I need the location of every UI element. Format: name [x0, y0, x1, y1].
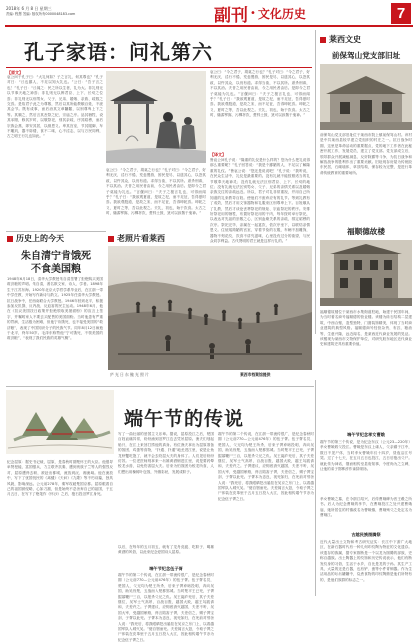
place2-photo [320, 240, 412, 306]
history-section-head [7, 233, 64, 244]
history-title-line2: 不食美国粮 [31, 264, 81, 275]
masthead [214, 2, 306, 24]
lead-body-mid: 哀公曰：“今之君子，胡莫之行也？”孔子对曰：“今之君子，好利无厌，淫行不倦，荒怠慢游，固民是尽，以遂其心，以怨其政，以忤其众，以伐有道。求得当欲，不以其所。虐杀刑诛，不以其治。夫昔之用民者由前，今之用民者由后。是即今之君子莫能为礼也。”言偃问曰：“夫子之极言礼也，可得而闻乎？”孔子曰：“我欲观夏道，是故之杞，而不足征，吾得夏时焉。我欲观殷道，是故之宋，而不足征，吾得坤乾焉。坤乾之义，夏时之等，吾以此观之。夫礼，初也，始于饮食。太古之时，燔黍擘豚，污樽抔饮，蒉桴土鼓，犹可以致敬于鬼神。” [106, 168, 206, 216]
photo-caption-right: 莱西市档案馆提供 [240, 372, 271, 377]
date-line: 2018年 6 月 8 日 星期三 [6, 6, 52, 11]
history-top-rule [6, 231, 106, 232]
side-body-caoe1: 端午节的第三个传说，是为纪念东汉（公元23—220年）孝女曹娥救父投江。曹娥是东汉上虞人，父亲溺于江中，数日不见尸体，当时孝女曹娥年仅十四岁，昼夜沿江号哭。过了十七天，在五月五日也投江，五日后抱出父尸。就此传为神话，继而相传至县府知事，令度尚为之立碑，让他的弟子邯郸淳作诔辞颂扬。 [320, 440, 412, 472]
masthead-dot: • [250, 7, 256, 19]
lead-body-right: 鲁哀公问孔子说：“隆重的礼仪是什么样的？您为什么把礼说得那么重要呢？”孔子回答说：“我是个鄙陋的人，不足以了解隆重的礼仪。”鲁哀公说：“您还是说说吧！”孔子说：“我听说，在民众生活中，礼仪是最重要的。没有礼就不能按照适当的礼节敬奉天地神灵；没有礼就无法区别君臣、上下、长幼的地位；没有礼就无法区别男女、父子、兄弟的亲情关系以及婚姻亲族交往的亲疏远近。所以，君子对礼非常重视，并用自己所知道的礼来教导百姓。使他们不废弃应有的礼节。等到礼教有了成效，然后才用文饰器物和礼服来区别尊卑上下。百姓顺从了礼教，然后才谈论丧葬祭祀的规矩、宗庙祭祀的秩序。安排好祭祀用的牺牲，布置好祭祀用的干肉，每年按时举行祭祀，以表达对先祖的崇敬之心，区别血缘关系的亲疏，排定昭穆的次序。祭祀完毕，亲属在一起宴饮，依次序坐下，以联结亲情恩义。住低矮简陋的宫室，穿着节俭的衣服，车辆不加雕饰，器物不刻花纹，饮食不讲究滋味，心里没有过分的欲望，与民众同享利益。古代贤明的君王就是这样行礼的。” [210, 158, 310, 244]
dragon-body-mid2: 以后，在每年的五月初五，就有了龙舟竞渡、吃粽子、喝雄黄酒的风俗，以此来纪念爱国诗人屈原。 [118, 545, 214, 555]
col-divider-bottom [315, 380, 316, 596]
source-tag: 【原文】 [7, 70, 23, 75]
section-marker-icon [7, 236, 13, 242]
dragon-boat-illustration [6, 390, 114, 454]
page-number-badge [391, 3, 411, 24]
lead-body-mid-top: 哀公曰：“今之君子，胡莫之行也？”孔子对曰：“今之君子，好利无厌，淫行不倦，荒怠慢游，固民是尽，以遂其心，以怨其政，以忤其众，以伐有道。求得当欲，不以其所。虐杀刑诛，不以其治。夫昔之用民者由前，今之用民者由后。是即今之君子莫能为礼也。”言偃问曰：“夫子之极言礼也，可得而闻乎？”孔子曰：“我欲观夏道，是故之杞，而不足征，吾得夏时焉。我欲观殷道，是故之宋，而不足征，吾得坤乾焉。坤乾之义，夏时之等，吾以此观之。夫礼，初也，始于饮食。太古之时，燔黍擘豚，污樽抔饮，蒉桴土鼓，犹可以致敬于鬼神。” [210, 70, 310, 118]
lead-title-rule [6, 67, 312, 68]
header-rule [5, 25, 413, 27]
col-divider-main [315, 30, 316, 334]
culture-section-label: 莱西文史 [329, 35, 361, 44]
lead-illustration [106, 71, 206, 163]
editor-line: 责编: 程慧 签编: 版权所有0000048183.com [6, 12, 76, 16]
place2-title: 福顺德故楼 [347, 227, 385, 236]
dragon-body-left: 纪念屈原：据史书记载，屈原，是春秋时期楚怀王的大臣。他倡导举贤授能，富国强兵，力主联齐抗秦，遭到贵族子兰等人的强烈反对，屈原遭谗去职，被赶出都城，流放到沅、湘流域。他在流放中，写下了忧国忧民的《离骚》《天问》《九歌》等不朽诗篇，独具风貌，影响深远。公元前278年，秦军攻破楚国京都。屈原眼看自己的祖国被侵略，心如刀割，但是始终不忍舍弃自己的祖国，于五月五日，在写下了绝笔作《怀沙》之后，抱石投汨罗江身死。 [7, 460, 113, 497]
photo-caption-left: 庐 光 日 东 撤 光 照 片 [110, 372, 149, 377]
photo-section-label: 老照片看莱西 [117, 234, 165, 243]
masthead-subtitle: 文化历史 [257, 6, 306, 21]
confucius-scene-illustration [106, 71, 206, 163]
dragon-subhead: 端午节纪念伍子胥 [149, 566, 183, 571]
old-photo-laixi [108, 246, 312, 370]
dragon-body-mid3: 端午节的第二个传说，在江浙一带流传很广，是纪念春秋时期（公元前770—公元前476年）的伍子胥。伍子胥名员，楚国人，父兄均为楚王所杀，后来子胥弃暗投明，奔向吴国，助吴伐楚，五战而入楚都郢城。当时楚平王已死，子胥掘墓鞭尸三百，以报杀父兄之仇。吴王阖庐死后，其子夫差继位，吴军士气高昂，百战百胜，越国大败，越王勾践请和，夫差许之。子胥建议，应彻底消灭越国，夫差不听，吴国大宰，受越国贿赂，谗言陷害子胥，夫差信之，赐子胥宝剑，子胥以此死。子胥本为忠良，视死如归，在死前对邻舍人说：“我死后，将我眼睛挖出悬挂在吴京之东门上，以看越国军队入城灭吴。”便自刎而死。夫差闻言大怒，令取子胥之尸体装在皮革里于五月五日投入大江，因此相传端午节亦为纪念伍子胥之日。 [118, 573, 214, 642]
photo-section-head [108, 233, 165, 244]
lead-title: 孔子家语：问礼第六 [24, 40, 213, 64]
side-head-totem: 古越民族图腾祭 [351, 532, 381, 537]
place1-title: 前保驾山党支部旧址 [331, 51, 401, 60]
place1-photo [320, 64, 412, 130]
place1-body: 前保驾山党支部旧址位于莱西市院上镇前保驾山村。该村是中共莱西县较早建立党组织的村庄之一。抗日战争时期，这里是革命活动的重要据点，党的地下工作者在此秘密开展工作，发展党员，建立了党支部。党支部成立后，领导群众开展减租减息、反奸除霸等斗争，为抗日战争和解放战争的胜利作出了重要贡献。旧址现存房屋为传统胶东民居，石砌墙体，草顶结构，保存较为完整，是进行革命传统教育的重要场所。 [320, 133, 412, 175]
dragon-body-right: 端午节的第二个传说，在江浙一带流传很广，是纪念春秋时期（公元前770—公元前476年）的伍子胥。伍子胥名员，楚国人，父兄均为楚王所杀，后来子胥弃暗投明，奔向吴国，助吴伐楚，五战而入楚都郢城。当时楚平王已死，子胥掘墓鞭尸三百，以报杀父兄之仇。吴王阖庐死后，其子夫差继位，吴军士气高昂，百战百胜，越国大败，越王勾践请和，夫差许之。子胥建议，应彻底消灭越国，夫差不听，吴国大宰，受越国贿赂，谗言陷害子胥，夫差信之，赐子胥宝剑，子胥以此死。子胥本为忠良，视死如归，在死前对邻舍人说：“我死后，将我眼睛挖出悬挂在吴京之东门上，以看越国军队入城灭吴。”便自刎而死。夫差闻言大怒，令取子胥之尸体装在皮革里于五月五日投入大江，因此相传端午节亦为纪念伍子胥之日。 [218, 432, 314, 501]
history-section-label: 历史上的今天 [16, 234, 64, 243]
history-body: 1948年6月18日，清华大学教授朱自清签署了拒绝购买美国救济粮的声明。朱自清，著名散文家、诗人、学者。1898年生于江苏东海。1920年北京大学哲学系毕业后，在江浙一带中学任教，开始写作新诗与散文。1925年任清华大学教授。抗日战争中，任西南联合大学教授。1946年回到北平，积极参加反饥饿、反内战、反迫害的民主运动。1948年6月，他在《抗议美国扶日政策并拒绝领取美援面粉》的宣言上签字，并嘱咐家人不要去买配售的美国面粉。当时他患有严重的胃病，生活极为困难，但他宁肯饿死，也不接受美国的“救济粮”，表现了中国知识分子的民族气节。同年8月12日病逝于北平，终年50岁。毛泽东称赞他“宁可饿死，不领美国的救济粮”，“表现了我们民族的英雄气概”。 [7, 277, 103, 341]
side-body-caoe2: 孝女曹娥之墓，在今浙江绍兴，后传曹娥碑为晋王羲之所书。后人为纪念曹娥的孝节，在曹娥投江之处兴建曹娥庙，她所居住的村镇改名为曹娥镇，曹娥殉父之处定名为曹娥江。 [320, 497, 412, 518]
side-body-totem: 近代大量出土文物和考古研究证实：长江中下游广大地区，在新石器时代有一种几何印纹陶为特征的文化遗存。该遗存的族属，据专家推断是一个以龙为图腾的部族，史称百越族。出土陶器上的纹饰和历史传说表示，他们有断发纹身的习俗，生活于水乡，自比是龙的子孙。其生产工具，大量的还是石器，也有铲、凿等小件青铜器。作为生活用品的坛坛罐罐中，烧煮食物的印纹陶鼎是他们所特有的，是他们族群的标志之一。 [320, 540, 412, 582]
dragon-boat-title: 端午节的传说 [124, 408, 245, 430]
zongzi-ink-illustration [6, 390, 114, 454]
section-marker-icon [108, 236, 114, 242]
lead-body-left: 哀公问于孔子曰：“大礼何如？子之言礼，何其尊也？”孔子对曰：“丘也鄙人，不足以知大礼也。”公曰：“吾子言之也！”孔子曰：“丘闻之：民之所以生者，礼为大。非礼则无以节事天地之神焉；非礼则无以辨君臣、上下、长幼之位焉；非礼则无以别男女、父子、兄弟、婚姻、亲族、疏数之交焉。是故君子此之为尊敬，然后以其所能教顺百姓，不废其会节。既有成事，而后治其文章黼黻，以别尊卑上下之等。其顺之，然后言其丧祭之纪，宗庙之序。品其牺牲，设其豕腊，修其岁时，以敬祭祀，别其亲疏，序其昭穆，而后宗族会燕，即安其居，以缀恩义。卑其宫室，节其服御，车不雕玑，器不彫镂，食不二味，心不淫志，以与万民同利，古之明王行礼也如此。” [7, 75, 103, 139]
dragon-body-mid1: 写了一曲壮丽的爱国主义乐章。据说，屈原投江之后，楚国百姓哀痛异常，纷纷涌到汨罗江边去凭吊屈原。渔夫们划起船只，在江上来回打捞他的真身。有位渔夫拿出为屈原准备的饭团、鸡蛋等食物，“扑通、扑通”地丢进江里，说是让鱼龙虾蟹吃饱了，就不会去咬屈大夫的身体了。人们见后纷纷仿效。一位老医师则拿来一坛雄黄酒倒进江里，说是要药晕蛟龙水兽，以免伤害屈大夫。后来为怕饭团为蛟龙所食，人们想出用楝树叶包饭，外缠彩丝，发展成粽子。 [118, 432, 214, 474]
old-house-photo [320, 64, 412, 130]
masthead-title: 副刊 [214, 5, 248, 26]
translation-tag: 【译文】 [210, 152, 226, 157]
place2-body: 福顺德故楼位于莱西市水集街道驻地，始建于民国年间，为当时著名商号福顺德的营业楼。该楼为砖石结构二层建筑，中西合璧，造型独特，门窗装饰精美，体现了当时商业建筑的典型风格。福顺德商号经营杂货、布匹、粮油等，生意兴隆，远近闻名，是莱西近代商业发展的见证。该楼现为莱西市文物保护单位，对研究胶东地区近代商业史和建筑史具有重要价值。 [320, 310, 412, 347]
history-title-line1: 朱自清宁肯饿死 [21, 251, 91, 262]
culture-section-head [320, 34, 361, 45]
bottom-section-rule [6, 386, 314, 387]
page-number: 7 [396, 5, 406, 22]
side-head-caoe: 端午节纪念孝女曹娥 [347, 432, 385, 437]
old-building-photo [320, 240, 412, 306]
workers-digging-photo [108, 246, 312, 370]
section-marker-icon [320, 37, 326, 43]
